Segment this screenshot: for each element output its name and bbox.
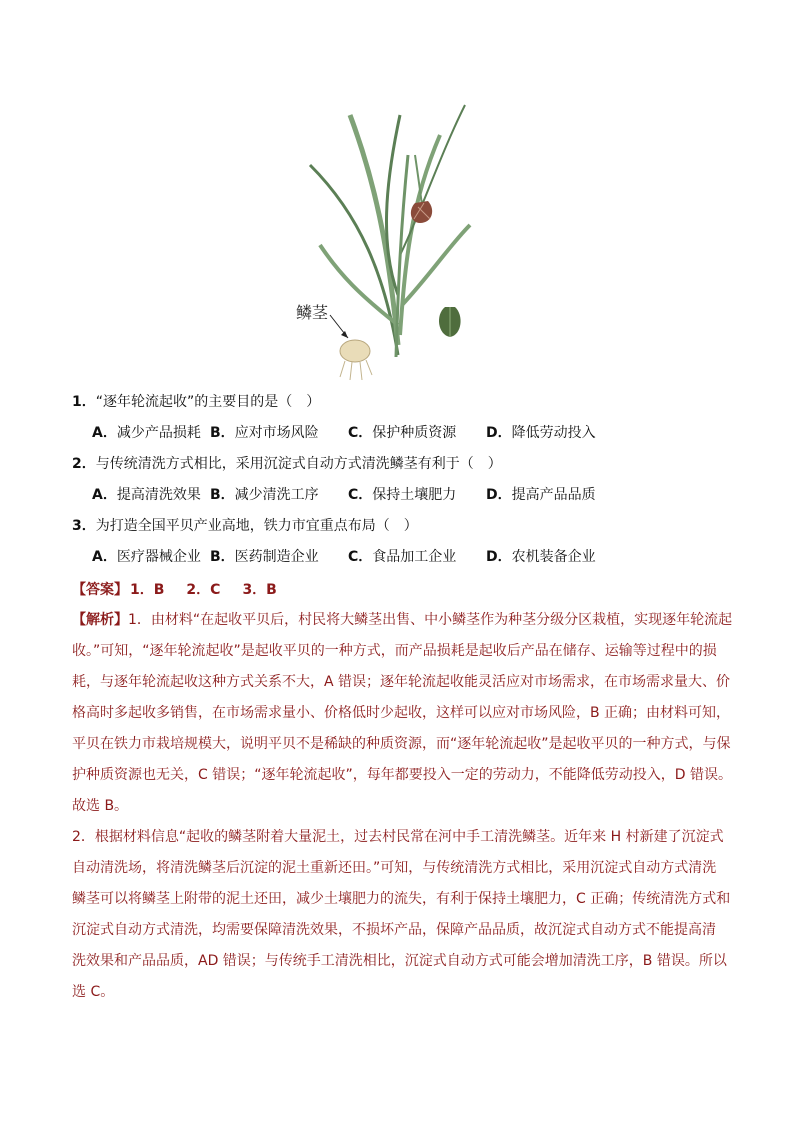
- answer-line: [72, 580, 299, 600]
- analysis-paragraph-2: [72, 822, 732, 1008]
- question-3: [72, 516, 418, 536]
- text-line: 平贝在铁力市栽培规模大，说明平贝不是稀缺的种质资源，而“逐年轮流起收”是起收平贝的一种方式，与保: [72, 736, 731, 752]
- plant-illustration: [290, 95, 490, 385]
- question-number: 2．: [72, 456, 96, 472]
- text-line: 耗，与逐年轮流起收这种方式关系不大，A 错误；逐年轮流起收能灵活应对市场需求，在市场需求量大、价: [72, 674, 731, 690]
- option-b: B．应对市场风险: [210, 425, 319, 441]
- question-1: [72, 392, 320, 412]
- option-a: A．减少产品损耗: [92, 425, 201, 441]
- question-stem: 与传统清洗方式相比，采用沉淀式自动方式清洗鳞茎有利于（ ）: [95, 456, 502, 472]
- text-line: 护种质资源也无关，C 错误；“逐年轮流起收”，每年都要投入一定的劳动力，不能降低劳动投入，D 错误。: [72, 767, 732, 783]
- answer-label: 【答案】: [72, 582, 128, 598]
- text-line: 【解析】1．由材料“在起收平贝后，村民将大鳞茎出售、中小鳞茎作为种茎分级分区栽植，实现逐年轮流起: [72, 612, 733, 628]
- question-number: 1．: [72, 394, 96, 410]
- text-line: 鳞茎可以将鳞茎上附带的泥土还田，减少土壤肥力的流失，有利于保持土壤肥力，C 正确；传统清洗方式和: [72, 891, 731, 907]
- text-line: 故选 B。: [72, 798, 129, 814]
- option-b: B．医药制造企业: [210, 549, 319, 565]
- question-2: [72, 454, 502, 474]
- answer-item: 3．B: [242, 582, 277, 598]
- option-d: D．农机装备企业: [486, 549, 596, 565]
- answer-item: 2．C: [186, 582, 221, 598]
- question-number: 3．: [72, 518, 96, 534]
- option-a: A．医疗器械企业: [92, 549, 201, 565]
- text-line: 沉淀式自动方式清洗，均需要保障清洗效果，不损坏产品，保障产品品质，故沉淀式自动方式不能提高清: [72, 922, 716, 938]
- text-line: 自动清洗场，将清洗鳞茎后沉淀的泥土重新还田。”可知，与传统清洗方式相比，采用沉淀式自动方式清洗: [72, 860, 717, 876]
- question-stem: “逐年轮流起收”的主要目的是（ ）: [95, 394, 321, 410]
- text-line: 收。”可知，“逐年轮流起收”是起收平贝的一种方式，而产品损耗是起收后产品在储存、运输等过程中的损: [72, 643, 717, 659]
- analysis-label: 【解析】: [72, 612, 128, 628]
- option-d: D．降低劳动投入: [486, 425, 596, 441]
- option-b: B．减少清洗工序: [210, 487, 319, 503]
- bulb-label: 鳞茎: [296, 303, 329, 322]
- option-d: D．提高产品品质: [486, 487, 596, 503]
- option-c: C．保持土壤肥力: [348, 487, 457, 503]
- analysis-paragraph-1: [72, 605, 732, 822]
- question-stem: 为打造全国平贝产业高地，铁力市宜重点布局（ ）: [95, 518, 418, 534]
- text-line: 2．根据材料信息“起收的鳞茎附着大量泥土，过去村民常在河中手工清洗鳞茎。近年来 H 村新建了沉淀式: [72, 829, 724, 845]
- text-line: 格高时多起收多销售，在市场需求量小、价格低时少起收，这样可以应对市场风险，B 正确；由材料可知，: [72, 705, 731, 721]
- answer-item: 1．B: [130, 582, 165, 598]
- option-c: C．食品加工企业: [348, 549, 457, 565]
- text-line: 洗效果和产品品质，AD 错误；与传统手工清洗相比，沉淀式自动方式可能会增加清洗工序，B 错误。所以: [72, 953, 727, 969]
- text-line: 选 C。: [72, 984, 115, 1000]
- fritillaria-plant-drawing: [290, 95, 490, 385]
- option-c: C．保护种质资源: [348, 425, 457, 441]
- option-a: A．提高清洗效果: [92, 487, 201, 503]
